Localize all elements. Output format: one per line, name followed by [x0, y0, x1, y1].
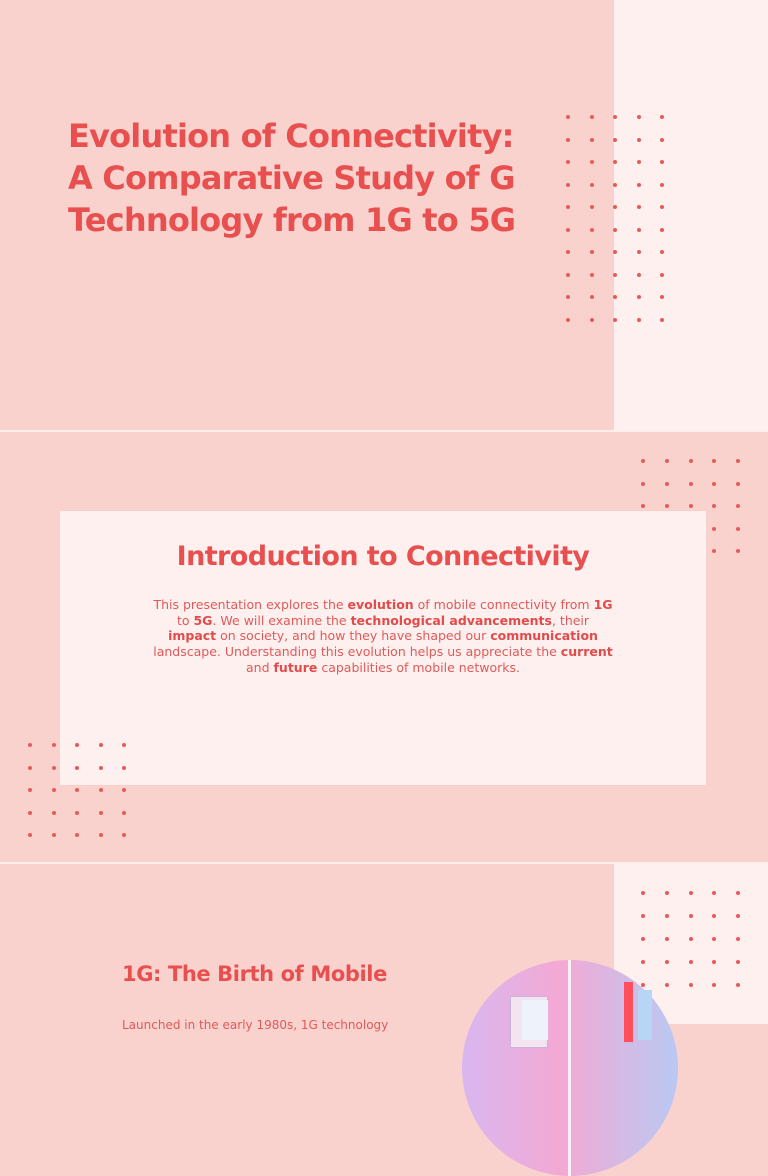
body-text: capabilities of mobile networks.	[317, 659, 520, 675]
decorative-dot	[637, 115, 641, 119]
decorative-dot	[660, 295, 664, 299]
emphasis-text: 5G	[193, 612, 213, 628]
decorative-dot	[637, 205, 641, 209]
decorative-dot	[613, 295, 617, 299]
decorative-dot	[660, 160, 664, 164]
decorative-dot	[689, 482, 693, 486]
emphasis-text: 1G	[593, 597, 613, 612]
decorative-dot	[689, 459, 693, 463]
intro-paragraph	[152, 597, 614, 676]
decorative-dot	[590, 318, 594, 322]
decorative-dot	[566, 228, 570, 232]
decorative-dot	[52, 788, 56, 792]
decorative-dot	[712, 459, 716, 463]
decorative-dot	[75, 766, 79, 770]
phone-photo-image	[462, 960, 678, 1176]
decorative-dot	[665, 937, 669, 941]
introduction-slide	[0, 432, 768, 862]
decorative-dot	[665, 960, 669, 964]
decorative-dot	[52, 743, 56, 747]
decorative-dot	[52, 811, 56, 815]
presentation-title	[68, 115, 538, 241]
body-text: landscape. Understanding this evolution helps us appreciate the	[153, 644, 561, 660]
photo-seam	[568, 960, 571, 1176]
decorative-dot	[665, 504, 669, 508]
decorative-dot	[590, 115, 594, 119]
decorative-dot	[99, 788, 103, 792]
decorative-dot	[736, 504, 740, 508]
decorative-dot	[590, 295, 594, 299]
decorative-dot	[566, 183, 570, 187]
decorative-dot	[28, 766, 32, 770]
decorative-dot	[736, 549, 740, 553]
decorative-dot	[590, 228, 594, 232]
decorative-dot	[641, 914, 645, 918]
decorative-dot	[660, 228, 664, 232]
decorative-dot	[590, 205, 594, 209]
decorative-dot	[637, 273, 641, 277]
decorative-dot	[641, 891, 645, 895]
emphasis-text: current	[560, 644, 613, 660]
decorative-dot	[613, 273, 617, 277]
decorative-dot	[613, 205, 617, 209]
decorative-dot	[122, 788, 126, 792]
decorative-dot	[637, 138, 641, 142]
decorative-dot	[637, 295, 641, 299]
intro-card	[60, 511, 706, 785]
photo-red-bar	[624, 982, 633, 1042]
decorative-dot	[28, 788, 32, 792]
decorative-dot	[590, 273, 594, 277]
body-text: of mobile connectivity from	[413, 597, 594, 612]
decorative-dot	[641, 459, 645, 463]
decorative-dot	[566, 115, 570, 119]
decorative-dot	[637, 318, 641, 322]
decorative-dot	[613, 228, 617, 232]
decorative-dot	[75, 788, 79, 792]
decorative-dot	[613, 115, 617, 119]
decorative-dot	[566, 318, 570, 322]
decorative-dot	[637, 160, 641, 164]
section-heading: 1G: The Birth of Mobile	[122, 962, 387, 986]
decorative-dot	[590, 138, 594, 142]
body-text: on society, and how they have shaped our	[216, 628, 491, 644]
decorative-dot	[689, 914, 693, 918]
body-text: , their	[551, 612, 590, 628]
decorative-dot	[665, 983, 669, 987]
title-line: Technology from 1G to 5G	[68, 201, 516, 239]
decorative-dot	[28, 833, 32, 837]
decorative-dot	[660, 183, 664, 187]
decorative-dot	[641, 504, 645, 508]
decorative-dot	[660, 115, 664, 119]
decorative-dot	[52, 833, 56, 837]
decorative-dot	[99, 743, 103, 747]
decorative-dot	[52, 766, 56, 770]
title-line: A Comparative Study of G	[68, 159, 515, 197]
decorative-dot	[689, 983, 693, 987]
emphasis-text: impact	[168, 628, 217, 644]
1g-slide	[0, 864, 768, 1032]
decorative-dot	[641, 937, 645, 941]
body-text: . We will examine the	[212, 612, 351, 628]
decorative-dot	[613, 183, 617, 187]
emphasis-text: evolution	[347, 597, 414, 612]
decorative-dot	[712, 549, 716, 553]
decorative-dot	[566, 205, 570, 209]
decorative-dot	[641, 482, 645, 486]
decorative-dot	[28, 811, 32, 815]
decorative-dot	[665, 459, 669, 463]
decorative-dot	[736, 459, 740, 463]
decorative-dot	[637, 228, 641, 232]
title-slide	[0, 0, 768, 430]
decorative-dot	[665, 482, 669, 486]
decorative-dot	[689, 960, 693, 964]
body-text: to	[176, 612, 194, 628]
decorative-dot	[613, 318, 617, 322]
body-text: This presentation explores the	[153, 597, 348, 612]
decorative-dot	[613, 160, 617, 164]
decorative-dot	[566, 138, 570, 142]
decorative-dot	[75, 833, 79, 837]
decorative-dot	[28, 743, 32, 747]
decorative-dot	[566, 250, 570, 254]
section-heading: Introduction to Connectivity	[176, 541, 590, 572]
decorative-dot	[613, 138, 617, 142]
decorative-dot	[660, 138, 664, 142]
decorative-dot	[660, 273, 664, 277]
decorative-dot	[590, 183, 594, 187]
decorative-dot	[99, 811, 103, 815]
emphasis-text: communication	[490, 628, 598, 644]
emphasis-text: future	[273, 659, 318, 675]
title-line: Evolution of Connectivity:	[68, 117, 514, 155]
decorative-dot	[712, 527, 716, 531]
decorative-dot	[122, 833, 126, 837]
decorative-dot	[637, 183, 641, 187]
decorative-dot	[660, 250, 664, 254]
decorative-dot	[637, 250, 641, 254]
decorative-dot	[566, 295, 570, 299]
decorative-dot	[566, 160, 570, 164]
decorative-dot	[99, 833, 103, 837]
decorative-dot	[75, 811, 79, 815]
decorative-dot	[689, 891, 693, 895]
decorative-dot	[665, 914, 669, 918]
decorative-dot	[99, 766, 103, 770]
section-paragraph: Launched in the early 1980s, 1G technology	[122, 1018, 389, 1032]
decorative-dot	[613, 250, 617, 254]
decorative-dot	[122, 766, 126, 770]
decorative-dot	[660, 205, 664, 209]
photo-device	[522, 1000, 548, 1040]
decorative-dot	[75, 743, 79, 747]
emphasis-text: technological advancements	[350, 612, 552, 628]
decorative-dot	[736, 527, 740, 531]
decorative-dot	[712, 482, 716, 486]
decorative-dot	[660, 318, 664, 322]
decorative-dot	[641, 960, 645, 964]
decorative-dot	[122, 811, 126, 815]
decorative-dot	[590, 250, 594, 254]
right-side-panel	[614, 0, 768, 430]
decorative-dot	[590, 160, 594, 164]
decorative-dot	[566, 273, 570, 277]
decorative-dot	[689, 504, 693, 508]
decorative-dot	[665, 891, 669, 895]
body-text: and	[245, 659, 274, 675]
decorative-dot	[712, 504, 716, 508]
decorative-dot	[122, 743, 126, 747]
photo-blue-bar	[638, 990, 652, 1040]
decorative-dot	[689, 937, 693, 941]
decorative-dot	[736, 482, 740, 486]
